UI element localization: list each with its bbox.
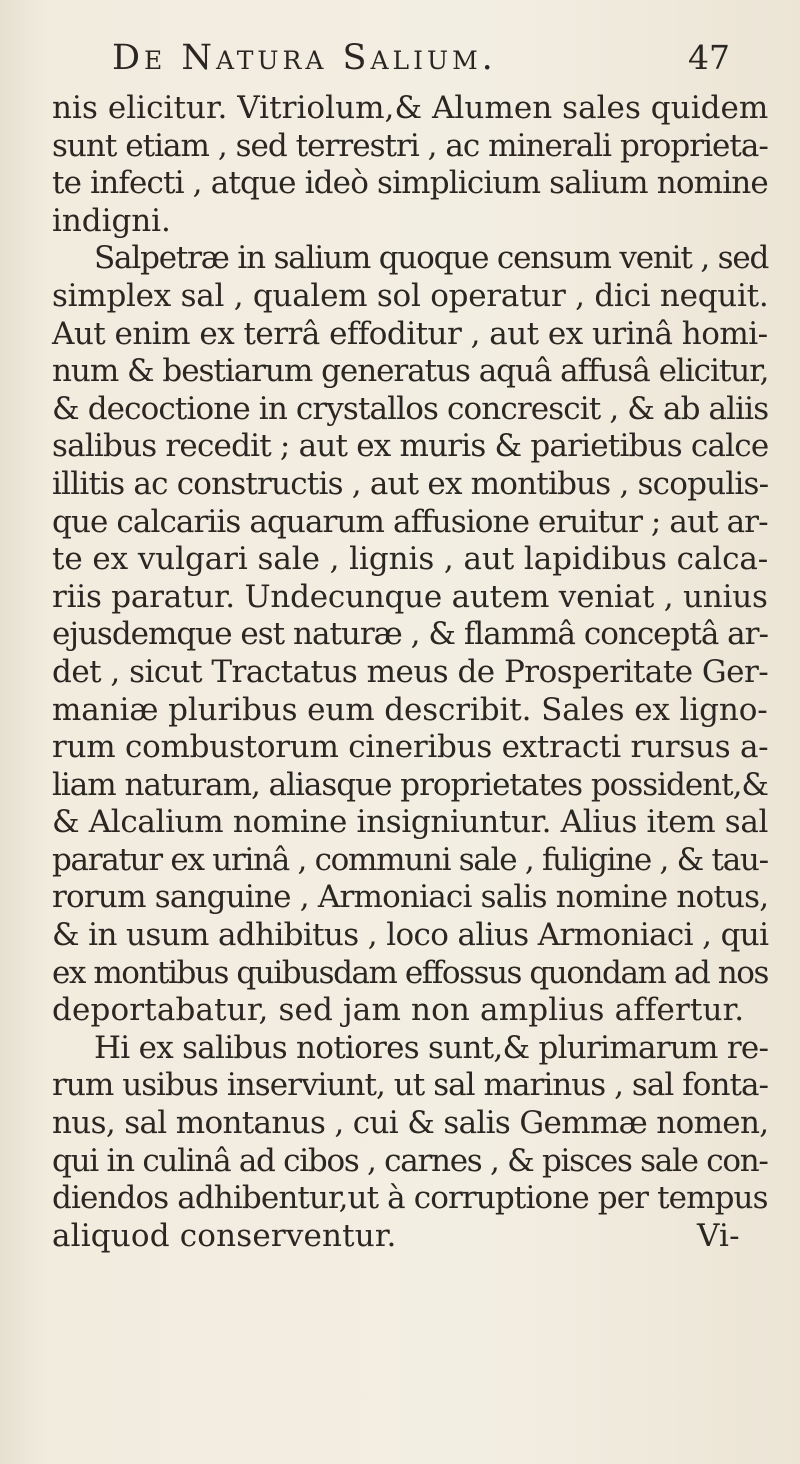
body-text — [52, 90, 770, 1255]
text-line: Aut enim ex terrâ effoditur , aut ex urinâ homi- — [52, 315, 768, 352]
text-line: simplex sal , qualem sol operatur , dici nequit. — [52, 277, 769, 314]
text-line: rum usibus inserviunt, ut sal marinus , sal fonta- — [52, 1067, 768, 1104]
text-line: ex montibus quibusdam effossus quondam ad nos — [52, 954, 768, 991]
text-line: & in usum adhibitus , loco alius Armoniaci , qui — [52, 917, 769, 954]
text-line: deportabatur, sed jam non amplius affertur. — [52, 992, 745, 1029]
text-line: riis paratur. Undecunque autem veniat , unius — [52, 578, 768, 615]
text-line: num & bestiarum generatus aquâ affusâ elicitur, — [52, 353, 769, 390]
text-line: ejusdemque est naturæ , & flammâ conceptâ ar- — [52, 616, 768, 653]
text-line: liam naturam, aliasque proprietates possident,& — [52, 766, 769, 803]
text-line: nus, sal montanus , cui & salis Gemmæ nomen, — [52, 1105, 769, 1142]
text-line: indigni. — [52, 202, 171, 239]
text-line: maniæ pluribus eum describit. Sales ex ligno- — [52, 691, 768, 728]
text-line: rum combustorum cineribus extracti rursus a- — [52, 729, 769, 766]
text-line: diendos adhibentur,ut à corruptione per tempus — [52, 1180, 768, 1217]
text-line: que calcariis aquarum affusione eruitur ; aut ar- — [52, 503, 768, 540]
text-line: paratur ex urinâ , communi sale , fuligine , & tau- — [52, 841, 768, 878]
text-line: rorum sanguine , Armoniaci salis nomine notus, — [52, 879, 769, 916]
text-line: det , sicut Tractatus meus de Prosperitate Ger- — [52, 653, 769, 690]
text-line: Hi ex salibus notiores sunt,& plurimarum re- — [94, 1029, 769, 1066]
text-line: qui in culinâ ad cibos , carnes , & pisces sale con- — [52, 1142, 768, 1179]
text-line: illitis ac constructis , aut ex montibus , scopulis- — [52, 465, 769, 502]
text-line: & decoctione in crystallos concrescit , & ab aliis — [52, 390, 769, 427]
page-header — [52, 38, 770, 90]
text-line: te ex vulgari sale , lignis , aut lapidibus calca- — [52, 541, 769, 578]
text-line: sunt etiam , sed terrestri , ac minerali proprieta- — [52, 127, 768, 164]
text-line: te infecti , atque ideò simplicium salium nomine — [52, 165, 768, 202]
text-line: aliquod conserventur. Vi- — [52, 1217, 740, 1254]
running-head: De Natura Salium. — [112, 38, 497, 78]
page-number: 47 — [688, 38, 730, 77]
text-line: Salpetræ in salium quoque censum venit , sed — [94, 240, 769, 277]
text-line: & Alcalium nomine insigniuntur. Alius item sal — [52, 804, 769, 841]
text-line: salibus recedit ; aut ex muris & parietibus calce — [52, 428, 769, 465]
text-line: nis elicitur. Vitriolum,& Alumen sales quidem — [52, 90, 769, 126]
